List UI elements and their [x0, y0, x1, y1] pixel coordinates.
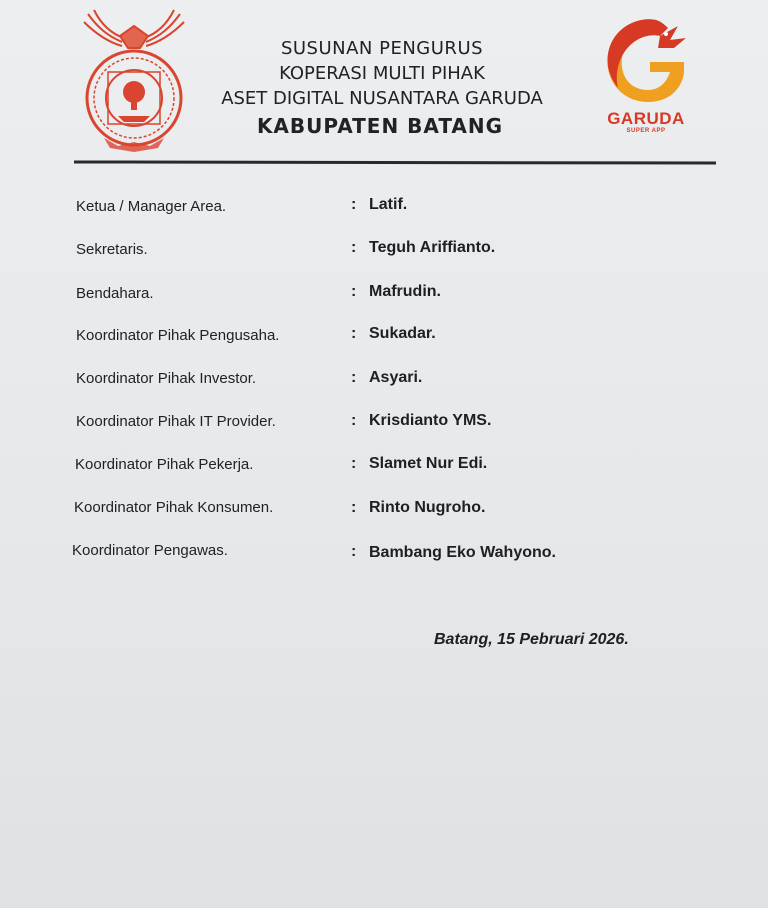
member-name: Bambang Eko Wahyono.	[369, 544, 556, 561]
member-name: Slamet Nur Edi.	[369, 455, 488, 472]
member-name: Asyari.	[369, 369, 423, 386]
member-name: Krisdianto YMS.	[369, 412, 492, 429]
header-line-1: SUSUNAN PENGURUS	[280, 38, 484, 59]
member-separator: :	[351, 499, 357, 516]
member-role: Sekretaris.	[76, 241, 148, 258]
member-role: Koordinator Pihak Investor.	[76, 370, 257, 387]
member-name: Mafrudin.	[369, 283, 441, 300]
garuda-super-app-logo	[598, 14, 694, 140]
member-separator: :	[351, 239, 357, 256]
member-separator: :	[351, 455, 357, 472]
member-separator: :	[351, 325, 357, 342]
member-name: Rinto Nugroho.	[369, 499, 486, 516]
member-separator: :	[351, 369, 357, 386]
member-role: Koordinator Pihak Pengusaha.	[76, 327, 280, 344]
header-line-4: KABUPATEN BATANG	[256, 114, 504, 138]
header-line-2: KOPERASI MULTI PIHAK	[279, 63, 485, 84]
member-role: Ketua / Manager Area.	[76, 198, 227, 215]
header-divider	[74, 160, 716, 164]
member-separator: :	[351, 412, 357, 429]
member-separator: :	[351, 283, 357, 300]
member-role: Koordinator Pihak IT Provider.	[76, 413, 276, 430]
member-name: Teguh Ariffianto.	[369, 239, 496, 256]
member-role: Koordinator Pihak Pekerja.	[75, 456, 254, 473]
member-role: Koordinator Pengawas.	[72, 542, 228, 559]
member-role: Bendahara.	[76, 285, 154, 302]
place-date: Batang, 15 Pebruari 2026.	[434, 631, 629, 648]
member-role: Koordinator Pihak Konsumen.	[74, 499, 274, 516]
header-line-3: ASET DIGITAL NUSANTARA GARUDA	[221, 88, 543, 109]
member-separator: :	[351, 543, 357, 560]
garuda-logo-name: GARUDA	[607, 109, 685, 128]
member-separator: :	[351, 196, 357, 213]
member-name: Latif.	[369, 196, 408, 213]
garuda-logo-tagline: SUPER APP	[626, 128, 666, 134]
garuda-g-logo-icon	[598, 14, 694, 106]
member-name: Sukadar.	[369, 325, 436, 342]
